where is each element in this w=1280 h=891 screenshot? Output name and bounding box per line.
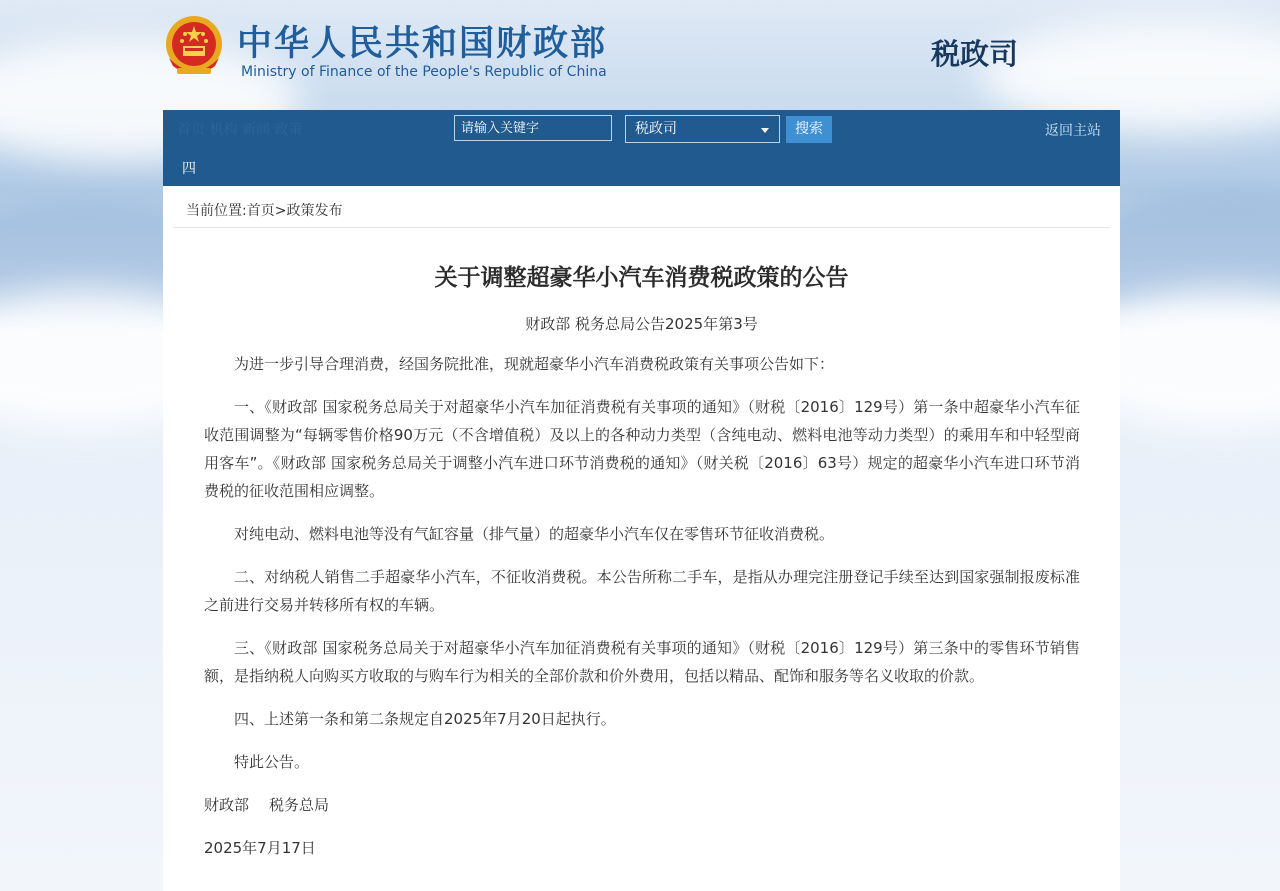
site-title-english: Ministry of Finance of the People's Republic of China [241,64,607,80]
article-body [204,350,1080,877]
article-paragraph: 四、上述第一条和第二条规定自2025年7月20日起执行。 [234,710,616,728]
content-panel [163,186,1120,891]
breadcrumb-prefix: 当前位置: [186,203,247,219]
search-scope-value: 税政司 [635,121,677,137]
department-name: 税政司 [931,37,1019,71]
sub-nav-bar [163,148,1120,186]
breadcrumb-divider [173,227,1110,228]
chevron-down-icon [761,128,769,133]
article-paragraph: 一、《财政部 国家税务总局关于对超豪华小汽车加征消费税有关事项的通知》（财税〔2016〕129号）第一条中超豪华小汽车征收范围调整为“每辆零售价格90万元（不含增值税）及以上的各种动力类型（含纯电动、燃料电池等动力类型）的乘用车和中轻型商用客车”。《财政部 国家税务总局关于调整小汽车进口环节消费税的通知》（财关税〔2016〕63号）规定的超豪华小汽车进口环节消费税的征收范围相应调整。 [204,398,1080,500]
article-date: 2025年7月17日 [204,839,316,857]
top-nav-bar [163,110,1120,148]
national-emblem-icon[interactable] [163,14,225,80]
site-header [163,0,1120,110]
signer-sta: 税务总局 [269,796,330,814]
site-title-chinese: 中华人民共和国财政部 [237,24,608,64]
breadcrumb-current-link[interactable]: 政策发布 [286,203,343,219]
breadcrumb-separator: > [274,203,287,219]
breadcrumb-home-link[interactable]: 首页 [246,203,275,219]
sub-nav-item[interactable]: 四 [182,161,196,177]
signer-mof: 财政部 [204,796,250,814]
article-paragraph: 为进一步引导合理消费，经国务院批准，现就超豪华小汽车消费税政策有关事项公告如下： [234,355,835,373]
article-title: 关于调整超豪华小汽车消费税政策的公告 [434,265,849,291]
nav-menu-faint[interactable]: 首页 机构 新闻 政策 [177,122,303,138]
article-paragraph: 特此公告。 [234,753,310,771]
search-input[interactable] [454,115,612,141]
article-doc-number: 财政部 税务总局公告2025年第3号 [525,315,758,333]
search-scope-select[interactable] [625,115,780,143]
article-paragraph: 三、《财政部 国家税务总局关于对超豪华小汽车加征消费税有关事项的通知》（财税〔2016〕129号）第三条中的零售环节销售额，是指纳税人向购买方收取的与购车行为相关的全部价款和价外费用，包括以精品、配饰和服务等名义收取的价款。 [204,639,1080,685]
article-paragraph: 对纯电动、燃料电池等没有气缸容量（排气量）的超豪华小汽车仅在零售环节征收消费税。 [234,525,835,543]
article-signers [204,791,1080,819]
article-paragraph: 二、对纳税人销售二手超豪华小汽车，不征收消费税。本公告所称二手车，是指从办理完注册登记手续至达到国家强制报废标准之前进行交易并转移所有权的车辆。 [204,568,1080,614]
breadcrumb [186,200,342,220]
search-button[interactable]: 搜索 [786,116,832,143]
return-main-site-link[interactable]: 返回主站 [1045,123,1101,139]
